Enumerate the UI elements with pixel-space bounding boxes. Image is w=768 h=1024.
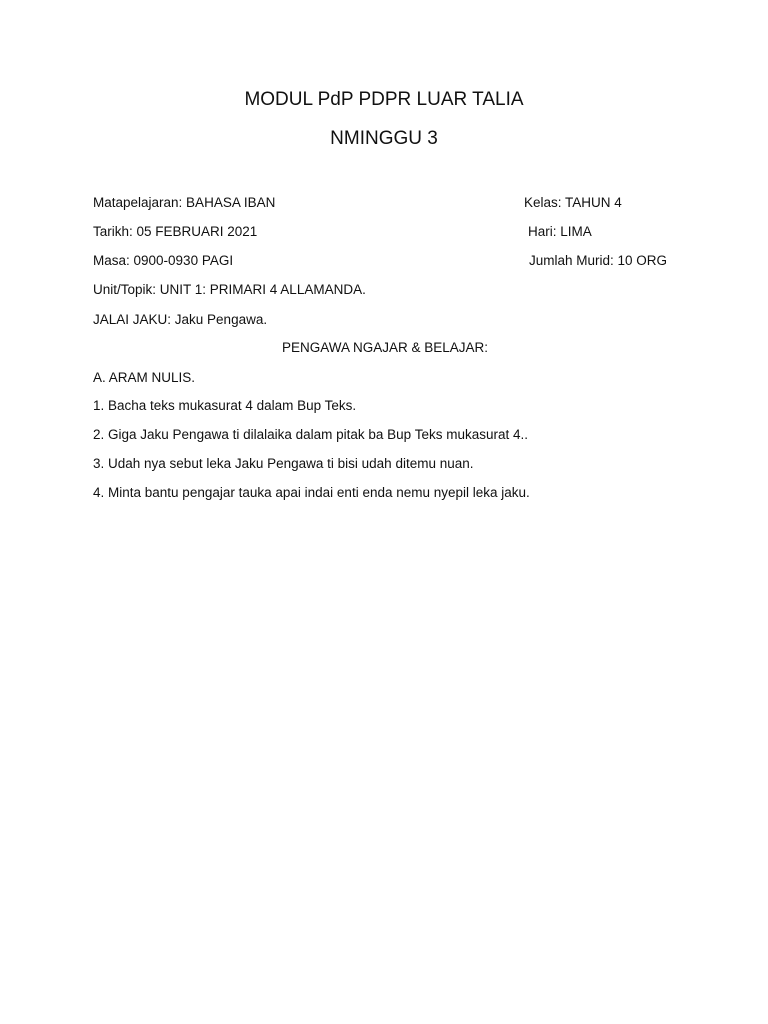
document-title: MODUL PdP PDPR LUAR TALIA bbox=[244, 89, 524, 110]
unit-line: Unit/Topik: UNIT 1: PRIMARI 4 ALLAMANDA. bbox=[93, 282, 366, 297]
time-line: Masa: 0900-0930 PAGI bbox=[93, 253, 234, 268]
date-line: Tarikh: 05 FEBRUARI 2021 bbox=[93, 224, 258, 239]
section-subheading: A. ARAM NULIS. bbox=[93, 370, 196, 385]
students-line: Jumlah Murid: 10 ORG bbox=[529, 253, 668, 268]
class-line: Kelas: TAHUN 4 bbox=[524, 195, 622, 210]
section-heading: PENGAWA NGAJAR & BELAJAR: bbox=[281, 340, 489, 355]
step-2: 2. Giga Jaku Pengawa ti dilalaika dalam pitak ba Bup Teks mukasurat 4.. bbox=[93, 427, 528, 442]
subject-line: Matapelajaran: BAHASA IBAN bbox=[93, 195, 276, 210]
path-line: JALAI JAKU: Jaku Pengawa. bbox=[93, 312, 268, 327]
step-4: 4. Minta bantu pengajar tauka apai indai enti enda nemu nyepil leka jaku. bbox=[93, 485, 530, 500]
week-title: NMINGGU 3 bbox=[330, 128, 438, 149]
step-1: 1. Bacha teks mukasurat 4 dalam Bup Teks. bbox=[93, 398, 357, 413]
step-3: 3. Udah nya sebut leka Jaku Pengawa ti bisi udah ditemu nuan. bbox=[93, 456, 474, 471]
day-line: Hari: LIMA bbox=[528, 224, 592, 239]
